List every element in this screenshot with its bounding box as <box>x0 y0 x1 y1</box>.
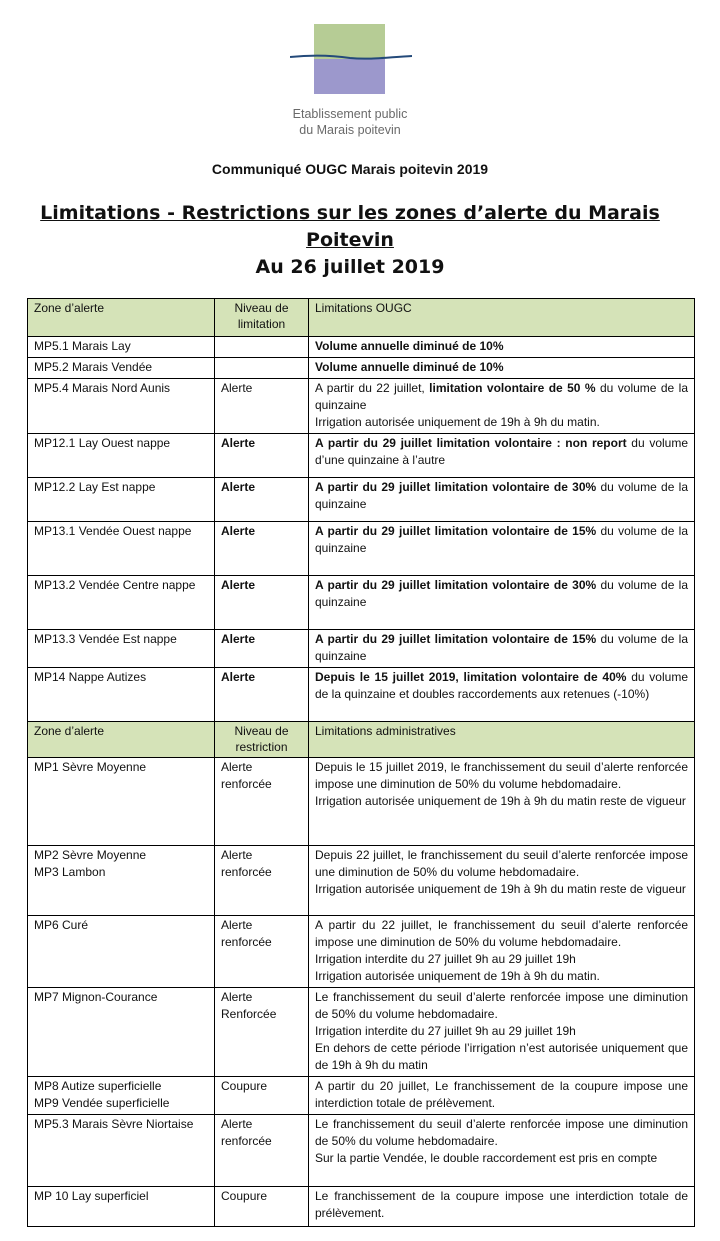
zone-name: MP5.2 Marais Vendée <box>34 360 153 374</box>
niveau-cell <box>215 846 309 916</box>
limitation-text: du volume d’une quinzaine à l’autre <box>315 436 689 467</box>
admin-row <box>28 916 695 988</box>
limitation-text: du volume de la quinzaine et doubles raccordements aux retenues (-10%) <box>315 670 688 701</box>
limitation-text: En dehors de cette période l’irrigation n’est autorisée uniquement que de 19h à 9h du matin <box>315 1041 688 1072</box>
niveau-cell <box>215 358 309 379</box>
niveau-value: Alerte <box>221 381 253 395</box>
limitation-text: A partir du 20 juillet, Le franchissement de la coupure impose une interdiction totale de prélèvement. <box>315 1079 688 1110</box>
zone-cell <box>28 434 215 478</box>
niveau-value: Alerte Renforcée <box>221 990 277 1021</box>
zone-cell <box>28 379 215 434</box>
niveau-value: Alerte <box>221 480 256 494</box>
limitation-text: A partir du 29 juillet limitation volontaire de 30% <box>315 480 597 494</box>
niveau-value: Alerte <box>221 524 256 538</box>
zone-name: MP12.1 Lay Ouest nappe <box>34 436 171 450</box>
zone-cell <box>28 1115 215 1187</box>
limitation-cell <box>309 379 695 434</box>
limitation-text: Depuis 22 juillet, le franchissement du seuil d’alerte renforcée impose une diminution de 50% du volume hebdomadaire. <box>315 848 688 879</box>
header-niveau: Niveau de restriction <box>215 722 309 758</box>
niveau-value: Alerte <box>221 578 256 592</box>
limitation-cell <box>309 668 695 722</box>
title-line-2: Poitevin <box>306 229 394 251</box>
header-limitations: Limitations administratives <box>309 722 695 758</box>
limitation-text: Irrigation interdite du 27 juillet 9h au 29 juillet 19h <box>315 1024 576 1038</box>
limitation-text: A partir du 29 juillet limitation volontaire de 30% <box>315 578 597 592</box>
ougc-row <box>28 630 695 668</box>
niveau-cell <box>215 379 309 434</box>
limitation-cell <box>309 630 695 668</box>
limitation-text: A partir du 29 juillet limitation volontaire de 15% <box>315 524 597 538</box>
limitation-cell <box>309 576 695 630</box>
limitation-cell <box>309 522 695 576</box>
ougc-row <box>28 576 695 630</box>
zone-name: MP9 Vendée superficielle <box>34 1096 170 1110</box>
title-date: Au 26 juillet 2019 <box>255 256 445 278</box>
zone-name: MP12.2 Lay Est nappe <box>34 480 156 494</box>
niveau-cell <box>215 758 309 846</box>
zone-cell <box>28 1187 215 1227</box>
limitation-cell <box>309 337 695 358</box>
niveau-value: Alerte <box>221 670 256 684</box>
zone-name: MP13.2 Vendée Centre nappe <box>34 578 196 592</box>
restrictions-table <box>27 298 695 1227</box>
niveau-cell <box>215 916 309 988</box>
zone-name: MP2 Sèvre Moyenne <box>34 848 147 862</box>
header-niveau: Niveau de limitation <box>215 299 309 337</box>
ougc-row <box>28 434 695 478</box>
ougc-row <box>28 358 695 379</box>
niveau-value: Coupure <box>221 1189 268 1203</box>
admin-header-row <box>28 722 695 758</box>
limitation-text: du volume de la quinzaine <box>315 381 688 412</box>
limitation-text: A partir du 22 juillet, le franchissement du seuil d’alerte renforcée impose une diminution de 50% du volume hebdomadaire. <box>315 918 688 949</box>
zone-name: MP5.3 Marais Sèvre Niortaise <box>34 1117 194 1131</box>
limitation-text: A partir du 29 juillet limitation volontaire de 15% <box>315 632 597 646</box>
header-zone: Zone d’alerte <box>28 722 215 758</box>
limitation-cell <box>309 988 695 1077</box>
limitation-text: Irrigation autorisée uniquement de 19h à 9h du matin. <box>315 415 600 429</box>
admin-row <box>28 1187 695 1227</box>
zone-cell <box>28 337 215 358</box>
niveau-cell <box>215 576 309 630</box>
niveau-value: Alerte renforcée <box>221 848 272 879</box>
limitation-text: Volume annuelle diminué de 10% <box>315 339 504 353</box>
niveau-cell <box>215 522 309 576</box>
zone-name: MP5.1 Marais Lay <box>34 339 131 353</box>
document-title <box>20 200 680 281</box>
limitation-cell <box>309 358 695 379</box>
admin-row <box>28 988 695 1077</box>
zone-name: MP 10 Lay superficiel <box>34 1189 149 1203</box>
limitation-cell <box>309 1187 695 1227</box>
limitation-cell <box>309 846 695 916</box>
admin-row <box>28 846 695 916</box>
zone-cell <box>28 522 215 576</box>
limitation-text: du volume de la quinzaine <box>315 524 689 555</box>
zone-name: MP3 Lambon <box>34 865 106 879</box>
limitation-cell <box>309 916 695 988</box>
limitation-text: Irrigation autorisée uniquement de 19h à 9h du matin reste de vigueur <box>315 794 686 808</box>
limitation-cell <box>309 1115 695 1187</box>
limitation-text: Le franchissement de la coupure impose une interdiction totale de prélèvement. <box>315 1189 688 1220</box>
niveau-cell <box>215 630 309 668</box>
limitation-text: Sur la partie Vendée, le double raccordement est pris en compte <box>315 1151 658 1165</box>
zone-cell <box>28 988 215 1077</box>
niveau-cell <box>215 668 309 722</box>
zone-cell <box>28 478 215 522</box>
zone-name: MP13.1 Vendée Ouest nappe <box>34 524 192 538</box>
ougc-row <box>28 478 695 522</box>
niveau-value: Alerte <box>221 632 256 646</box>
ougc-header-row <box>28 299 695 337</box>
zone-cell <box>28 358 215 379</box>
limitation-cell <box>309 1077 695 1115</box>
limitation-text: Depuis le 15 juillet 2019, limitation volontaire de 40% <box>315 670 627 684</box>
epmp-logo <box>290 24 412 94</box>
limitation-text: du volume de la quinzaine <box>315 480 689 511</box>
niveau-cell <box>215 1077 309 1115</box>
niveau-cell <box>215 988 309 1077</box>
zone-cell <box>28 846 215 916</box>
niveau-cell <box>215 434 309 478</box>
limitation-text: Irrigation autorisée uniquement de 19h à 9h du matin. <box>315 969 600 983</box>
limitation-text: Volume annuelle diminué de 10% <box>315 360 504 374</box>
zone-name: MP5.4 Marais Nord Aunis <box>34 381 171 395</box>
header-zone: Zone d’alerte <box>28 299 215 337</box>
admin-row <box>28 1077 695 1115</box>
zone-name: MP13.3 Vendée Est nappe <box>34 632 177 646</box>
zone-cell <box>28 916 215 988</box>
ougc-row <box>28 522 695 576</box>
title-line-1: Limitations - Restrictions sur les zones d’alerte du Marais <box>40 202 660 224</box>
zone-name: MP8 Autize superficielle <box>34 1079 162 1093</box>
limitation-cell <box>309 478 695 522</box>
org-line-2: du Marais poitevin <box>299 123 401 137</box>
niveau-cell <box>215 337 309 358</box>
limitation-text: du volume de la quinzaine <box>315 578 689 609</box>
niveau-value: Alerte renforcée <box>221 1117 272 1148</box>
header-limitations: Limitations OUGC <box>309 299 695 337</box>
limitation-text: du volume de la quinzaine <box>315 632 689 663</box>
limitation-cell <box>309 758 695 846</box>
limitation-text: Irrigation interdite du 27 juillet 9h au 29 juillet 19h <box>315 952 576 966</box>
limitation-text: Depuis le 15 juillet 2019, le franchissement du seuil d’alerte renforcée impose une diminution de 50% du volume hebdomadaire. <box>315 760 688 791</box>
ougc-row <box>28 337 695 358</box>
ougc-row <box>28 668 695 722</box>
limitation-text: Irrigation autorisée uniquement de 19h à 9h du matin reste de vigueur <box>315 882 686 896</box>
niveau-cell <box>215 1115 309 1187</box>
org-line-1: Etablissement public <box>292 107 408 121</box>
zone-name: MP7 Mignon-Courance <box>34 990 158 1004</box>
limitation-cell <box>309 434 695 478</box>
zone-cell <box>28 576 215 630</box>
admin-row <box>28 758 695 846</box>
limitation-text: Le franchissement du seuil d’alerte renforcée impose une diminution de 50% du volume hebdomadaire. <box>315 990 688 1021</box>
niveau-value: Coupure <box>221 1079 268 1093</box>
limitation-text: A partir du 22 juillet, <box>315 381 430 395</box>
zone-name: MP6 Curé <box>34 918 89 932</box>
organisation-name <box>0 106 700 138</box>
zone-name: MP14 Nappe Autizes <box>34 670 147 684</box>
niveau-cell <box>215 478 309 522</box>
limitation-text: Le franchissement du seuil d’alerte renforcée impose une diminution de 50% du volume hebdomadaire. <box>315 1117 688 1148</box>
limitation-text: limitation volontaire de 50 % <box>429 381 596 395</box>
communique-title: Communiqué OUGC Marais poitevin 2019 <box>211 161 489 177</box>
zone-cell <box>28 1077 215 1115</box>
zone-cell <box>28 758 215 846</box>
zone-cell <box>28 630 215 668</box>
niveau-value: Alerte renforcée <box>221 760 272 791</box>
admin-row <box>28 1115 695 1187</box>
limitation-text: A partir du 29 juillet limitation volontaire : non report <box>315 436 627 450</box>
niveau-value: Alerte renforcée <box>221 918 272 949</box>
niveau-cell <box>215 1187 309 1227</box>
ougc-row <box>28 379 695 434</box>
niveau-value: Alerte <box>221 436 256 450</box>
zone-name: MP1 Sèvre Moyenne <box>34 760 147 774</box>
zone-cell <box>28 668 215 722</box>
